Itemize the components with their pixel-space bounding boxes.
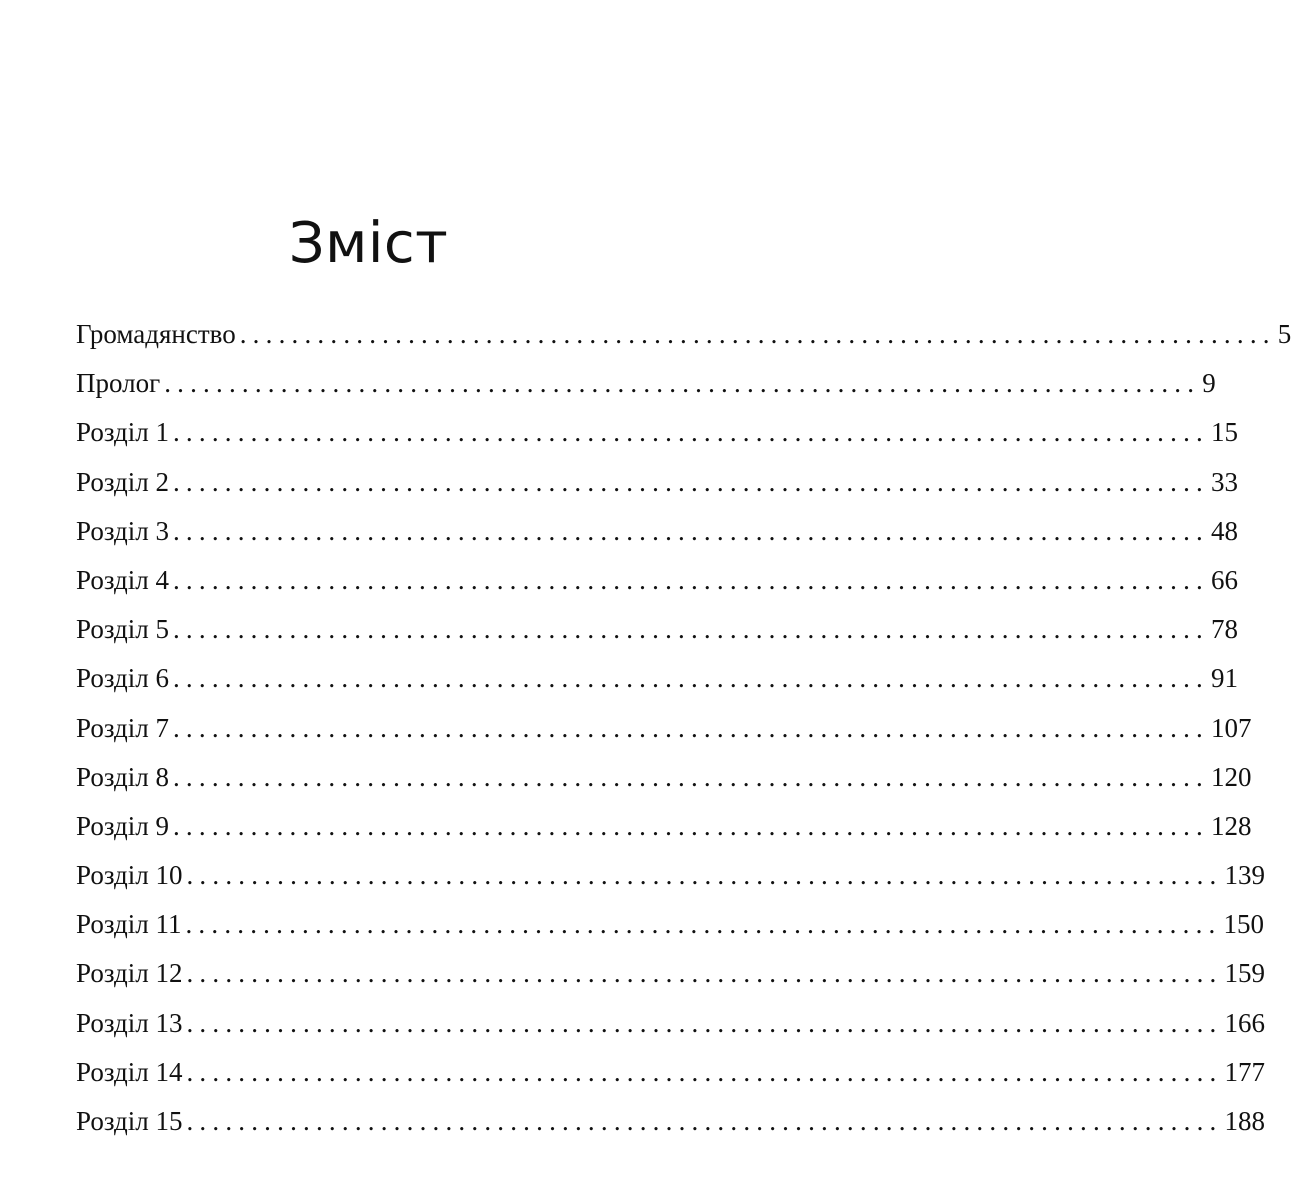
- dot-leader: ................................................................................: [172, 515, 1209, 546]
- toc-entry-label: Громадянство: [76, 319, 236, 349]
- dot-leader: ................................................................................: [185, 909, 1222, 940]
- toc-entry: [76, 359, 1216, 408]
- toc-entry-page: 66: [1210, 564, 1238, 595]
- toc-entry-label: Розділ 5: [76, 614, 169, 645]
- toc-entry-page: 78: [1210, 614, 1238, 645]
- toc-entry-page: 9: [1202, 368, 1216, 399]
- toc-entry-label: Розділ 9: [76, 810, 169, 841]
- toc-entry: [76, 556, 1238, 605]
- dot-leader: ................................................................................: [172, 417, 1209, 448]
- toc-entry-label: Розділ 3: [76, 515, 169, 546]
- toc-entry-label: Розділ 2: [76, 466, 169, 497]
- toc-entry-label: Розділ 4: [76, 564, 169, 595]
- page-title: Зміст: [288, 211, 449, 276]
- toc-entry-label: Розділ 15: [76, 1106, 183, 1136]
- dot-leader: ................................................................................: [172, 761, 1209, 792]
- dot-leader: ................................................................................: [186, 860, 1223, 891]
- toc-entry-page: 15: [1210, 417, 1238, 448]
- dot-leader: ................................................................................: [172, 564, 1209, 595]
- toc-entry-page: 150: [1223, 909, 1264, 940]
- toc-entry-label: Розділ 8: [76, 761, 169, 792]
- toc-entry-label: Розділ 14: [76, 1056, 183, 1087]
- toc-entry: [76, 654, 1238, 703]
- toc-entry: [76, 851, 1265, 900]
- toc-entry: [76, 1097, 1265, 1146]
- toc-entry: [76, 1048, 1265, 1097]
- toc-entry-label: Розділ 11: [76, 909, 182, 940]
- toc-entry-page: 128: [1210, 810, 1252, 841]
- toc-entry-label: Розділ 7: [76, 712, 169, 743]
- dot-leader: ................................................................................: [186, 958, 1223, 989]
- dot-leader: ................................................................................: [239, 319, 1276, 349]
- toc-entry: [76, 704, 1252, 753]
- dot-leader: ................................................................................: [186, 1056, 1223, 1087]
- toc-entry-page: 107: [1210, 712, 1252, 743]
- dot-leader: ................................................................................: [186, 1106, 1223, 1136]
- toc-entry-page: 33: [1210, 466, 1238, 497]
- toc-entry-page: 166: [1224, 1007, 1265, 1038]
- dot-leader: ................................................................................: [172, 466, 1209, 497]
- toc-entry: [76, 900, 1264, 949]
- toc-entry: [76, 310, 1291, 359]
- toc-entry-label: Пролог: [76, 368, 161, 399]
- dot-leader: ................................................................................: [164, 368, 1201, 399]
- toc-entry: [76, 507, 1238, 556]
- toc-entry: [76, 458, 1238, 507]
- dot-leader: ................................................................................: [172, 810, 1209, 841]
- dot-leader: ................................................................................: [172, 712, 1209, 743]
- dot-leader: ................................................................................: [172, 614, 1209, 645]
- toc-entry-label: Розділ 1: [76, 417, 169, 448]
- toc-entry-page: 159: [1224, 958, 1265, 989]
- table-of-contents: [76, 310, 1291, 1146]
- dot-leader: ................................................................................: [172, 663, 1209, 694]
- toc-entry: [76, 605, 1238, 654]
- dot-leader: ................................................................................: [186, 1007, 1223, 1038]
- toc-entry-page: 91: [1210, 663, 1238, 694]
- toc-entry: [76, 999, 1265, 1048]
- toc-entry: [76, 408, 1238, 457]
- toc-entry: [76, 949, 1265, 998]
- toc-entry-page: 177: [1224, 1056, 1265, 1087]
- toc-entry-label: Розділ 10: [76, 860, 183, 891]
- toc-entry: [76, 802, 1252, 851]
- toc-entry-label: Розділ 6: [76, 663, 169, 694]
- toc-entry-page: 188: [1224, 1106, 1265, 1136]
- toc-entry-page: 48: [1210, 515, 1238, 546]
- toc-entry-page: 5: [1277, 319, 1291, 349]
- toc-entry: [76, 753, 1252, 802]
- toc-entry-page: 120: [1210, 761, 1252, 792]
- toc-entry-label: Розділ 13: [76, 1007, 183, 1038]
- toc-entry-page: 139: [1224, 860, 1265, 891]
- toc-entry-label: Розділ 12: [76, 958, 183, 989]
